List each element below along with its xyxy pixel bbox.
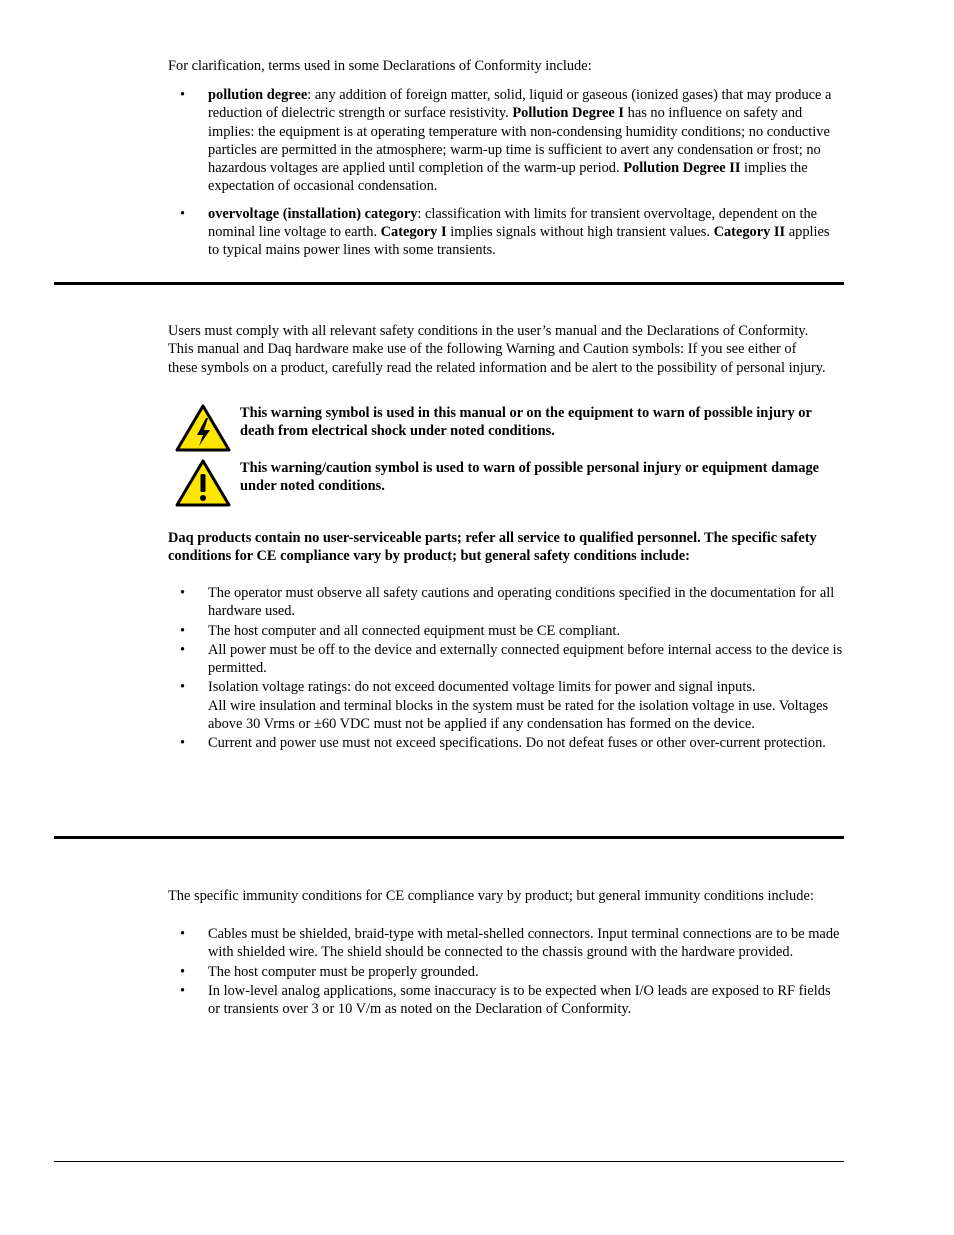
isolation-extra: All wire insulation and terminal blocks in the system must be rated for the isolation voltage in use. Voltages above 30 Vrms or ±60 VDC must not be applied if any condensation has formed on the device.	[208, 697, 829, 733]
list-item: • In low-level analog applications, some inaccuracy is to be expected when I/O leads are exposed to RF fields or transients over 3 or 10 V/m as noted on the Declaration of Conformity.	[180, 982, 831, 1018]
term-name: overvoltage (installation) category	[208, 205, 418, 222]
section-divider	[54, 836, 844, 839]
section-divider	[54, 282, 844, 285]
caution-exclamation-icon	[175, 459, 231, 507]
list-item: • Cables must be shielded, braid-type with metal-shelled connectors. Input terminal connections are to be made with shielded wire. The shield should be connected to the chassis ground with the hardware provided.	[180, 926, 840, 961]
electrical-warning-text: This warning symbol is used in this manual or on the equipment to warn of possible injury or death from electrical shock under noted conditions.	[240, 405, 812, 440]
terms-list	[168, 86, 844, 260]
list-item: • The operator must observe all safety cautions and operating conditions specified in the documentation for all hardware used.	[180, 585, 835, 620]
immunity-intro: The specific immunity conditions for CE compliance vary by product; but general immunity conditions include:	[168, 888, 814, 904]
footer-rule	[54, 1161, 844, 1162]
term-name: pollution degree	[208, 87, 308, 103]
list-item: • Isolation voltage ratings: do not exceed documented voltage limits for power and signal inputs. All wire insulation and terminal blocks in the system must be rated for the isolation voltage in use. Voltages above 30 Vrms or ±60 VDC must not be applied if any condensation has formed on the device.	[180, 679, 829, 733]
immunity-conditions-list	[168, 925, 844, 1018]
list-item: • The host computer must be properly grounded.	[180, 963, 479, 980]
terms-intro: For clarification, terms used in some Declarations of Conformity include:	[168, 58, 592, 74]
safety-conditions-list	[168, 584, 844, 753]
term-overvoltage-category: • overvoltage (installation) category: classification with limits for transient overvoltage, dependent on the nominal line voltage to earth. Category I implies signals without high transient values. Category II applies to typical mains power lines with some transients.	[180, 205, 830, 259]
electrical-shock-warning-icon	[175, 404, 231, 452]
bullet: •	[180, 205, 186, 222]
caution-warning-text: This warning/caution symbol is used to warn of possible personal injury or equipment damage under noted conditions.	[240, 460, 820, 495]
term-pollution-degree: • pollution degree: any addition of foreign matter, solid, liquid or gaseous (ionized gases) that may produce a reduction of dielectric strength or surface resistivity. Pollution Degree I has no influence on safety and implies: the equipment is at operating temperature with non-condensing humidity conditions; no conductive particles are permitted in the atmosphere; warm-up time is sufficient to avert any condensation or frost; no hazardous voltages are applied until completion of the warm-up period. Pollution Degree II implies the expectation of occasional condensation.	[180, 87, 832, 195]
bullet: •	[180, 87, 186, 103]
safety-intro: Users must comply with all relevant safety conditions in the user’s manual and the Declarations of Conformity. This manual and Daq hardware make use of the following Warning and Caution symbols: If you see either of these symbols on a product, carefully read the related information and be alert to the possibility of personal injury.	[168, 323, 826, 376]
list-item: • All power must be off to the device and externally connected equipment before internal access to the device is permitted.	[180, 641, 843, 677]
safety-bold-statement: Daq products contain no user-serviceable parts; refer all service to qualified personnel. The specific safety conditions for CE compliance vary by product; but general safety conditions include:	[168, 530, 817, 565]
list-item: • Current and power use must not exceed specifications. Do not defeat fuses or other over-current protection.	[180, 735, 826, 752]
list-item: • The host computer and all connected equipment must be CE compliant.	[180, 622, 621, 639]
